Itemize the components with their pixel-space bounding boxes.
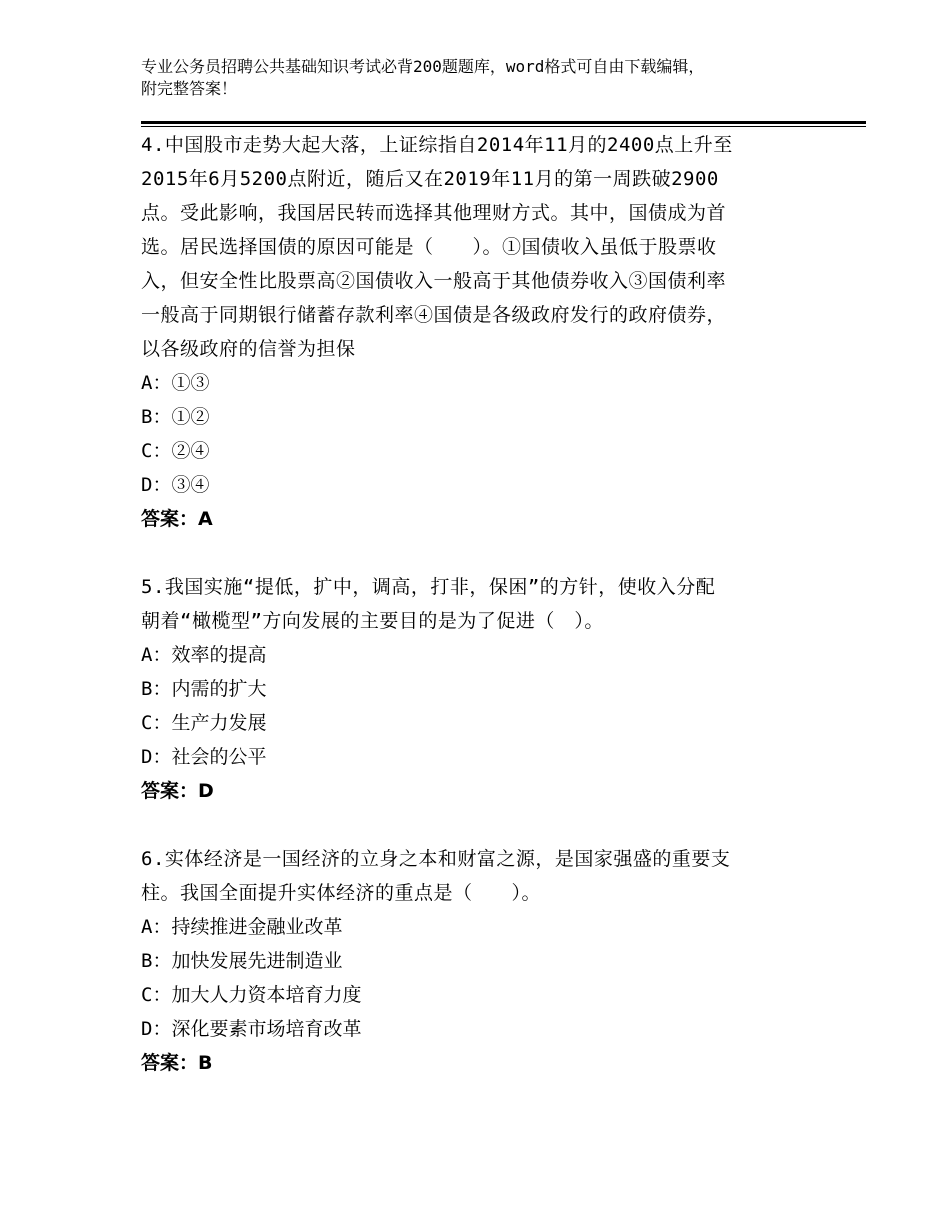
option-b: B：内需的扩大	[141, 678, 267, 700]
question-spacer	[141, 536, 801, 570]
question-stem-line: 入，但安全性比股票高②国债收入一般高于其他债券收入③国债利率	[141, 270, 727, 292]
option-d: D：③④	[141, 474, 210, 496]
option-c: C：②④	[141, 440, 210, 462]
page-header	[141, 56, 841, 100]
question-5	[141, 570, 801, 808]
answer-label: 答案：D	[141, 780, 214, 802]
question-stem-line: 2015年6月5200点附近，随后又在2019年11月的第一周跌破2900	[141, 168, 719, 190]
option-c: C：加大人力资本培育力度	[141, 984, 362, 1006]
question-6	[141, 842, 801, 1080]
question-stem-line: 选。居民选择国债的原因可能是（ ）。①国债收入虽低于股票收	[141, 236, 717, 258]
option-d: D：社会的公平	[141, 746, 267, 768]
header-line-2: 附完整答案！	[141, 79, 238, 98]
option-a: A：持续推进金融业改革	[141, 916, 343, 938]
option-b: B：①②	[141, 406, 210, 428]
question-stem-line: 以各级政府的信誉为担保	[141, 338, 356, 360]
question-stem-line: 点。受此影响，我国居民转而选择其他理财方式。其中，国债成为首	[141, 202, 727, 224]
option-c: C：生产力发展	[141, 712, 267, 734]
option-a: A：效率的提高	[141, 644, 267, 666]
header-rule-thick	[141, 121, 866, 124]
question-list	[141, 128, 801, 1080]
question-stem-line: 一般高于同期银行储蓄存款利率④国债是各级政府发行的政府债券，	[141, 304, 727, 326]
question-4	[141, 128, 801, 536]
option-a: A：①③	[141, 372, 210, 394]
question-spacer	[141, 808, 801, 842]
question-stem-line: 6.实体经济是一国经济的立身之本和财富之源，是国家强盛的重要支	[141, 848, 731, 870]
header-line-1: 专业公务员招聘公共基础知识考试必背200题题库，word格式可自由下载编辑，	[141, 57, 705, 76]
answer-label: 答案：A	[141, 508, 213, 530]
question-stem-line: 朝着“橄榄型”方向发展的主要目的是为了促进（ ）。	[141, 610, 604, 632]
question-stem-line: 柱。我国全面提升实体经济的重点是（ ）。	[141, 882, 542, 904]
question-stem-line: 5.我国实施“提低，扩中，调高，打非，保困”的方针，使收入分配	[141, 576, 716, 598]
header-rule-thin	[141, 126, 866, 127]
question-stem-line: 4.中国股市走势大起大落，上证综指自2014年11月的2400点上升至	[141, 134, 733, 156]
option-d: D：深化要素市场培育改革	[141, 1018, 362, 1040]
option-b: B：加快发展先进制造业	[141, 950, 343, 972]
answer-label: 答案：B	[141, 1052, 213, 1074]
